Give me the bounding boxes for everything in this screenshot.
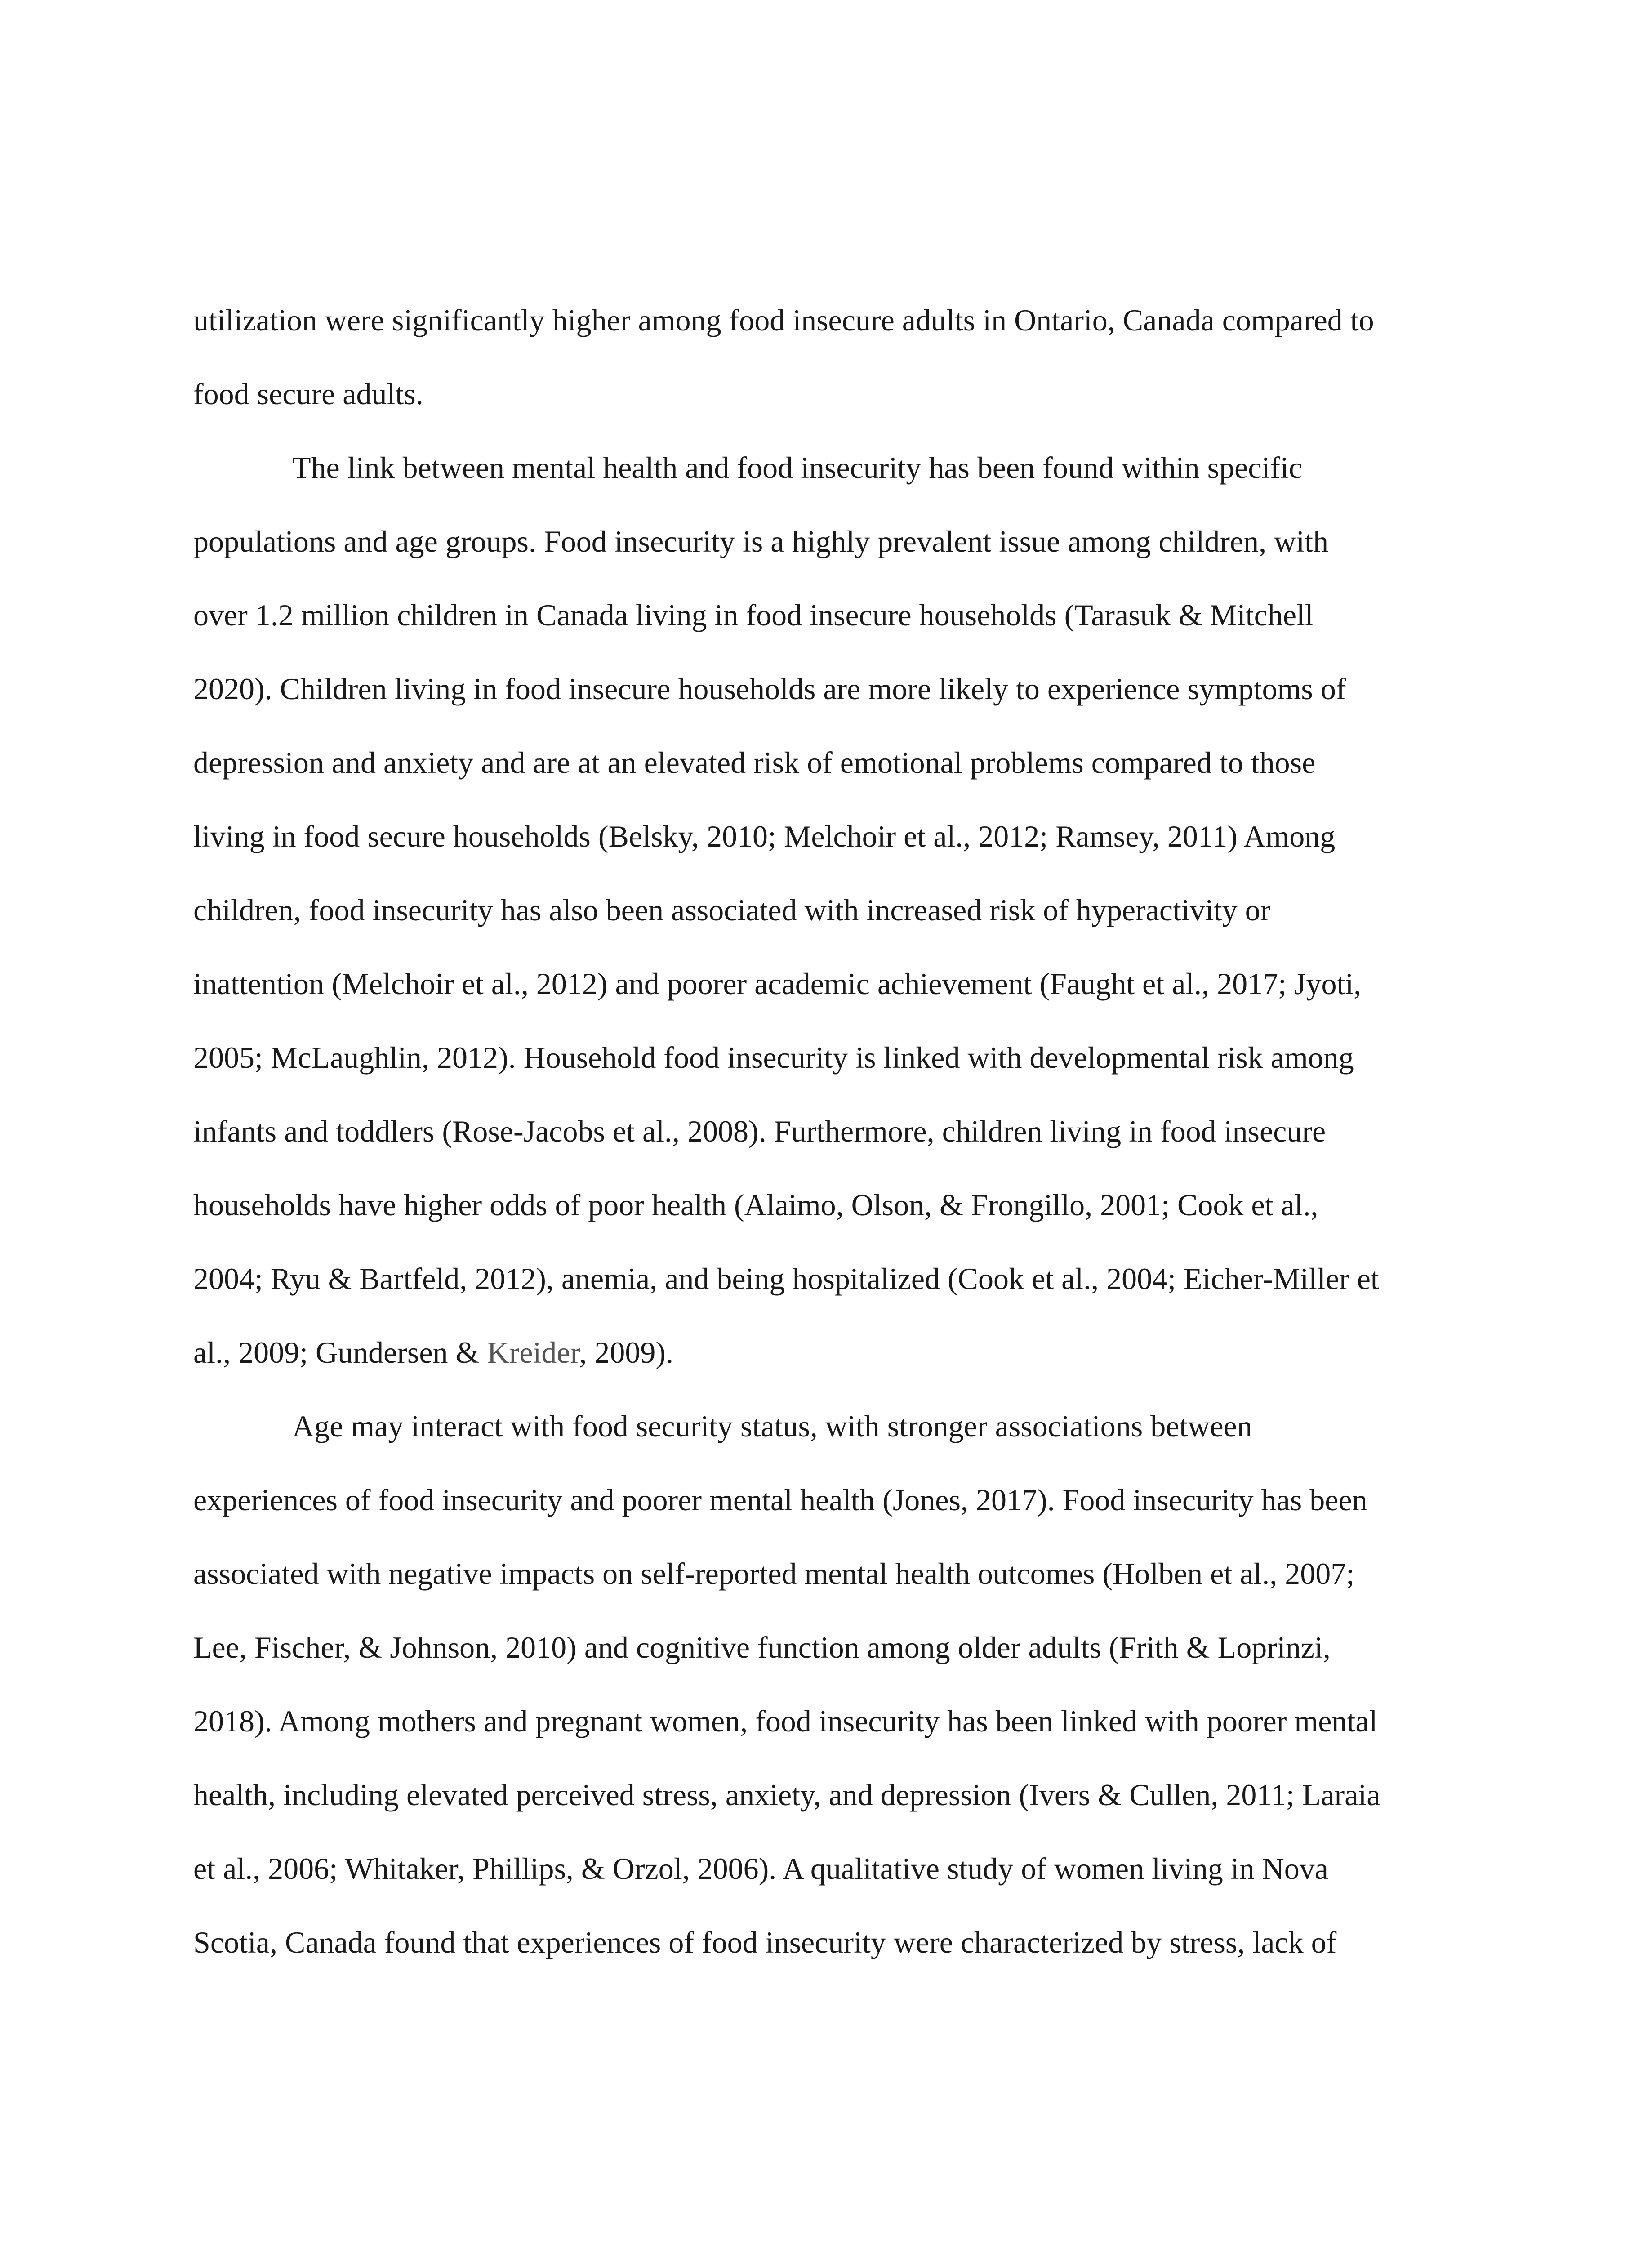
text-line: utilization were significantly higher among food insecure adults in Ontario, Canada compared to — [193, 303, 1374, 337]
text-fragment: al., 2009; Gundersen & — [193, 1335, 487, 1369]
text-line: Lee, Fischer, & Johnson, 2010) and cognitive function among older adults (Frith & Loprinzi, — [193, 1630, 1331, 1664]
text-line: 2005; McLaughlin, 2012). Household food insecurity is linked with developmental risk among — [193, 1040, 1354, 1075]
text-line: experiences of food insecurity and poorer mental health (Jones, 2017). Food insecurity has been — [193, 1483, 1367, 1517]
text-line: et al., 2006; Whitaker, Phillips, & Orzol, 2006). A qualitative study of women living in Nova — [193, 1851, 1328, 1886]
text-line: inattention (Melchoir et al., 2012) and poorer academic achievement (Faught et al., 2017; Jyoti, — [193, 967, 1362, 1001]
text-line: households have higher odds of poor health (Alaimo, Olson, & Frongillo, 2001; Cook et al., — [193, 1188, 1318, 1222]
text-line: infants and toddlers (Rose-Jacobs et al., 2008). Furthermore, children living in food insecure — [193, 1114, 1326, 1148]
text-line: children, food insecurity has also been associated with increased risk of hyperactivity or — [193, 893, 1271, 927]
text-line: populations and age groups. Food insecurity is a highly prevalent issue among children, with — [193, 524, 1328, 558]
body-text — [193, 283, 1465, 1979]
paragraph-start-line: The link between mental health and food insecurity has been found within specific — [292, 450, 1303, 485]
text-line: living in food secure households (Belsky, 2010; Melchoir et al., 2012; Ramsey, 2011) Among — [193, 819, 1336, 853]
text-line: associated with negative impacts on self-reported mental health outcomes (Holben et al., 2007; — [193, 1557, 1355, 1591]
text-fragment: , 2009). — [579, 1335, 674, 1369]
text-line: 2004; Ryu & Bartfeld, 2012), anemia, and being hospitalized (Cook et al., 2004; Eicher-Miller et — [193, 1262, 1379, 1296]
text-line: food secure adults. — [193, 377, 423, 411]
text-line: 2018). Among mothers and pregnant women, food insecurity has been linked with poorer mental — [193, 1704, 1378, 1738]
text-line: health, including elevated perceived stress, anxiety, and depression (Ivers & Cullen, 2011; Laraia — [193, 1778, 1380, 1812]
text-line: 2020). Children living in food insecure households are more likely to experience symptoms of — [193, 672, 1346, 706]
text-line: over 1.2 million children in Canada living in food insecure households (Tarasuk & Mitchell — [193, 598, 1314, 632]
text-line: depression and anxiety and are at an elevated risk of emotional problems compared to those — [193, 745, 1316, 780]
text-line — [193, 1316, 1465, 1389]
text-fragment-muted: Kreider — [487, 1335, 579, 1369]
text-line: Scotia, Canada found that experiences of food insecurity were characterized by stress, lack of — [193, 1925, 1337, 1959]
paragraph-start-line: Age may interact with food security status, with stronger associations between — [292, 1409, 1252, 1443]
